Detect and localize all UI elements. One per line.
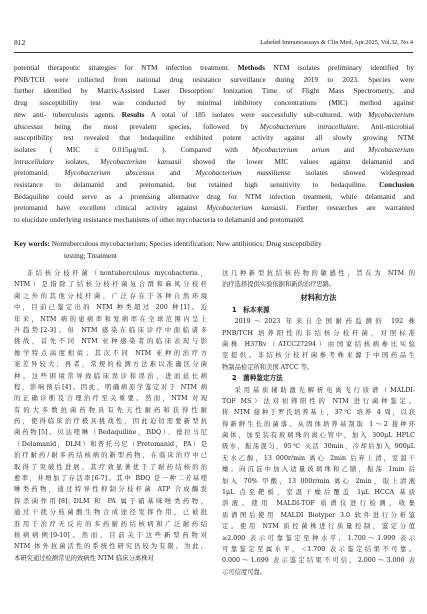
text-line: 无水乙醇，13 000r/min 离心 2min 后弃上清，室温干 <box>222 454 415 462</box>
text-line: 得新鲜生长的菌落。从固体培养基刮取 1～2 接种环 <box>222 420 415 428</box>
abstract-text: . Further researches are warranted <box>285 203 414 213</box>
species-name: intracellulare <box>14 156 54 166</box>
abstract-line <box>14 202 414 214</box>
abstract-section-label: Conclusion <box>379 180 414 190</box>
abstract-text: resistance to delamanid and pretomanid, but retained high sensitivity to bedaquiline. <box>14 180 380 190</box>
abstract-text: PNB/TCH were collected from national drug resistance surveillance during 2019 to 2023. Species were <box>14 74 414 84</box>
abstract-text: isolates showed widespread <box>290 168 415 178</box>
text-line: 0.000～1.699 表示鉴定结果不可信，2.000～3.000 表 <box>222 557 415 565</box>
abstract-text: to elucidate underlying resistance mechanisms of other mycobacteria to delamanid and pretomanid. <box>14 215 305 225</box>
running-title: Labeled Immunoassays & Clin Med, Apr.2025, Vol.32, No.4 <box>260 39 413 46</box>
keywords-line-2: testing; Treatment <box>64 250 117 260</box>
species-name: Mycobacterium massiliense <box>195 168 291 178</box>
abstract-text: potential therapeutic strategies for NTM infection treatment. <box>14 63 238 72</box>
abstract-text: pretomanid have excellent clinical activity against <box>14 203 207 213</box>
text-line: 药，使得临床治疗极具挑战性，因此迫切需要新型抗 <box>14 418 207 426</box>
abstract-line <box>14 97 414 109</box>
abstract-line <box>14 167 414 179</box>
abstract-text: susceptibility test revealed that bedaquiline exhibited potent activity against all slowly growing NTM <box>14 133 414 143</box>
page-number: 812 <box>14 38 26 47</box>
abstract-line <box>14 191 414 203</box>
text-line: 采用基质辅助激光解析电离飞行质谱（MALDI- <box>234 386 415 394</box>
identification-method-text <box>222 385 415 579</box>
abstract-line <box>14 214 414 226</box>
abstract-text: . Anti-microbial <box>357 121 414 131</box>
text-line: 菌药物[5]。贝达喹啉（Bedaquiline，BDQ）、德拉马尼 <box>14 429 207 437</box>
text-line: 定。使用 NTM 质控菌株进行质量控制，鉴定分值 <box>222 523 415 531</box>
abstract-text: pretomanid. <box>14 168 65 178</box>
text-line: 燥；向沉淀中加入适量玻璃珠和乙腈，振荡 1min 后 <box>222 466 415 474</box>
header-rule <box>14 52 413 53</box>
abstract-line <box>14 132 414 144</box>
text-line: 菌之外的其他分枝杆菌，广泛存在于各种自然环境 <box>14 292 207 300</box>
abstract-line <box>14 85 414 97</box>
species-name: Mycobacterium avium <box>251 144 330 154</box>
text-line: 溶液。使用 MALDI-TOF 质谱仪进行检测，收集 <box>222 500 415 508</box>
text-line: 的正确诊断及合理治疗至关重要。然而，NTM 对现 <box>14 395 207 403</box>
abstract-line <box>14 179 414 191</box>
text-line: 非结核分枝杆菌（nontuberculous mycobacteria， <box>26 270 207 277</box>
right-column <box>222 268 415 578</box>
abstract-line <box>14 144 414 156</box>
text-line: （Delamanid，DLM）和普托马尼（Pretomanid，PA）是 <box>14 440 207 448</box>
text-line: 室提供。非结核分枝杆菌参考株来源于中国药品生 <box>222 352 415 360</box>
text-line: 取得了突破性进展，其疗效显著优于了耐药结核的治 <box>14 463 207 471</box>
abstract-line <box>14 109 414 121</box>
abstract-line <box>14 121 414 133</box>
text-line: 级水，振荡混匀，95℃ 灭活 30min，冷却后加入 900μL <box>222 443 415 451</box>
text-line: 核病病例[9-10]。然而，目前关于这些新型药物对 <box>14 531 207 539</box>
subsection-heading-specimen-source: 1 标本来源 <box>232 305 270 314</box>
abstract-section-label: Methods <box>237 63 265 72</box>
text-line: 挑战，首先不同 NTM 亚种感染者的临床表现与影 <box>14 338 207 346</box>
text-line: NTM 体外抗菌活性的系统性研究仍较为有限。为此， <box>14 543 207 551</box>
species-name: Mycobacterium <box>368 109 414 119</box>
left-column-body-text <box>14 268 207 564</box>
text-line: 案差异较大；再者，常规的检测方法难以准确区分菌 <box>14 361 207 369</box>
text-line: 愈率，并增加了存活率[6-7]。其中 BDQ 是一种二芳基喹 <box>14 475 207 483</box>
text-line: 物制品检定所和美国 ATCC 等。 <box>222 363 314 371</box>
species-name: Mycobacterium kansasii <box>100 156 182 166</box>
abstract-text: and <box>154 168 196 178</box>
text-line: 啉类药物，通过特异性抑制分枝杆菌 ATP 合成酶发 <box>14 486 207 494</box>
text-line: 治疗选择提供实验依据和新的治疗思路。 <box>222 281 336 289</box>
text-line: 将 NTM 接种于罗氏培养基上，37℃ 培养 4 周，以获 <box>222 409 415 417</box>
keywords-block <box>14 238 414 261</box>
text-line: ≥2.000 表示可靠鉴定至种水平，1.700～1.999 表示 <box>222 534 415 542</box>
abstract-text: drug susceptibility test was conducted by minimal inhibitory concentrations (MIC) method against <box>14 98 414 108</box>
text-line: 程，影响预后[4]。因此，明确病原学鉴定对于 NTM 病 <box>14 383 207 391</box>
abstract-text: isolates, <box>53 156 101 166</box>
keywords-label: Key words: <box>14 239 50 248</box>
intro-continuation <box>222 268 415 291</box>
specimen-source-text <box>222 316 415 373</box>
abstract-line <box>14 156 414 168</box>
species-name: abscessus <box>14 121 43 131</box>
species-name: Mycobacterium intracellulare <box>259 121 358 131</box>
text-line: 中，目前已鉴定出的 NTM 种类超过 200 种[1]。近 <box>14 304 207 312</box>
abstract-line <box>14 74 414 86</box>
english-abstract <box>14 62 414 226</box>
section-heading-materials-methods: 材料和方法 <box>300 292 337 302</box>
species-name: Mycobacterium <box>368 144 415 154</box>
text-line: 这几种新型抗结核药物的敏感性，旨在为 NTM 的 <box>222 270 415 277</box>
abstract-line <box>14 62 414 74</box>
text-line: 可靠鉴定至属水平，＜1.700 表示鉴定结果不可靠。 <box>222 545 415 553</box>
abstract-text: Bedaquiline could serve as a promising alternative drug for NTM infection treatment, while delamanid and <box>14 191 414 201</box>
text-line: 准用于治疗无反应的多药耐药结核病和广泛耐药结 <box>14 520 207 528</box>
text-line: 质谱图后使用 MALDI Biotyper 3.0 软件进行分析鉴 <box>222 511 415 519</box>
abstract-text: showed the lower MIC values against delamanid and <box>181 156 414 166</box>
species-name: Mycobacterium abscessus <box>64 168 155 178</box>
text-line: 挥杀菌作用[8]；DLM 和 PA 属于硝基咪唑类药物， <box>14 497 207 505</box>
text-line: 本研究通过检测常见的致病性 NTM 临床分离株对 <box>14 554 154 562</box>
abstract-text: isolates ( MIC ≤ 0.015μg/mL ). Compared with <box>14 144 252 154</box>
text-line: 治疗耐药/耐多药结核病的新型药物，在临床治疗中已 <box>14 452 207 460</box>
species-name: Mycobacterium kansasii <box>206 203 286 213</box>
page-header <box>14 38 413 50</box>
abstract-text: A total of 185 isolates were successfully sub-cultured, with <box>144 109 369 119</box>
text-line: 有的大多数抗菌药物具有先天性耐药和获得性耐 <box>14 406 207 414</box>
text-line: 示可信度可靠。 <box>222 568 267 576</box>
abstract-text: new anti- tuberculosis agents. <box>14 109 122 119</box>
abstract-text: being the most prevalent species, followed by <box>42 121 260 131</box>
text-line: 通过干扰分枝菌酸生物合成途径发挥作用，已被批 <box>14 509 207 517</box>
keywords-line-1: Nontuberculous mycobacterium; Species identification; New antibiotics; Drug susceptibility <box>51 239 322 248</box>
text-line: NTM）是指除了结核分枝杆菌复合群和麻风分枝杆 <box>14 281 207 289</box>
text-line: 菌体，加至装有玻璃珠的离心管中，加入 300μL HPLC <box>222 432 415 440</box>
text-line: 像学特点高度相似；其次不同 NTM 亚种的治疗方 <box>14 349 207 357</box>
abstract-text: further identified by Matrix-Assisted Laser Desorption/ Ionization Time of Flight Mass Spectrometry, and <box>14 86 414 96</box>
text-line: TOF MS）法对初筛阳性的 NTM 进行菌种鉴定。 <box>222 397 415 405</box>
subsection-heading-identification-method: 2 菌种鉴定方法 <box>232 374 283 383</box>
text-line: 升趋势[2-3]。但 NTM 感染在临床诊疗中面临诸多 <box>14 326 207 334</box>
abstract-text: NTM isolates preliminary identified by <box>264 63 414 72</box>
text-line: 菌株 H37Rv（ATCC27294）由国家结核病参比实验 <box>222 340 415 348</box>
text-line: PNB/TCH 培养阳性的非结核分枝杆菌，对照标准 <box>222 329 415 337</box>
abstract-section-label: Results <box>121 109 145 119</box>
text-line: 加入 70% 甲酸，13 000r/min 离心 2min，取上清液 <box>222 477 415 485</box>
abstract-text: and <box>329 144 369 154</box>
text-line: 种。这些困境常导致临床误诊和误治，进而延长病 <box>14 372 207 380</box>
text-line: 2019～2023 年来自全国耐药监测的 192 株 <box>234 318 415 326</box>
text-line: 年来，NTM 病的患病率和发病率在全球范围内呈上 <box>14 315 207 323</box>
text-line: 1μL 点至靶板，室温干燥后覆盖 1μL HCCA 基质 <box>222 489 415 497</box>
